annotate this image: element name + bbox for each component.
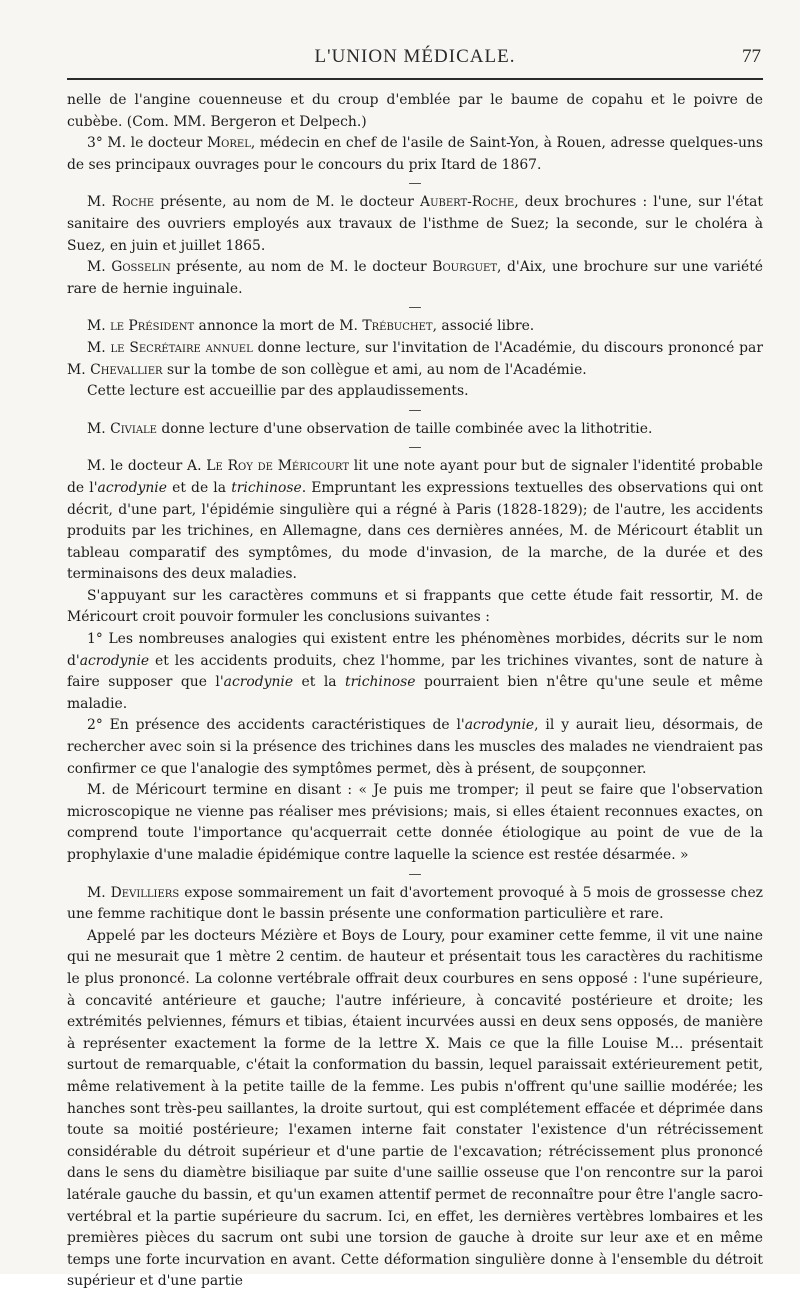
text-run: , d'Aix, une brochure sur une variété rare de hernie inguinale. bbox=[67, 259, 763, 297]
text-run: . Empruntant les expressions textuelles des observations qui ont décrit, d'une part, l'épidémie singulière qui a régné à Paris (1828-1829); de l'autre, les accidents produits par les trichines, en Allemagne, dans ces dernières années, M. de Méricourt établit un tableau comparatif des symptômes, du mode d'invasion, de la marche, de la durée et des terminaisons des deux maladies. bbox=[67, 479, 764, 583]
text-run: expose sommairement un fait d'avortement provoqué à 5 mois de grossesse chez une femme rachitique dont le bassin présente une conformation particulière et rare. bbox=[67, 884, 763, 923]
paragraph-15: Appelé par les docteurs Mézière et Boys de Loury, pour examiner cette femme, il vit une naine qui ne mesurait que 1 mètre 2 centim. de hauteur et présentait tous les caractères du rachitisme le plus prononcé. La colonne vertébrale offrait deux courbures en sens opposé : l'une supérieure, à concavité antérieure et gauche; l'autre inférieure, à concavité postérieure et droite; les extrémités pelviennes, fémurs et tibias, étaient incurvées aussi en deux sens opposés, de manière à représenter exactement la forme de la lettre X. Mais ce que la fille Louise M... présentait surtout de remarquable, c'était la conformation du bassin, lequel paraissait extérieurement petit, même relativement à la petite taille de la femme. Les pubis n'offrent qu'une saillie modérée; les hanches sont très-peu saillantes, la droite surtout, qui est complétement effacée et déprimée dans toute sa moitié postérieure; l'examen interne fait constater l'existence d'un rétrécissement considérable du détroit supérieur et d'une partie de l'excavation; rétrécissement plus prononcé dans le sens du diamètre bisiliaque par suite d'une saillie osseuse que l'on rencontre sur la paroi latérale gauche du bassin, et qu'un examen attentif permet de reconnaître pour être l'angle sacro-vertébral et la partie supérieure du sacrum. Ici, en effet, les dernières vertèbres lombaires et les premières pièces du sacrum ont subi une torsion de gauche à droite sur leur axe et en même temps une forte incurvation en avant. Cette déformation singulière donne à l'ensemble du détroit supérieur et d'une partie bbox=[67, 927, 763, 1290]
italic-term: trichinose bbox=[231, 479, 302, 496]
text-run: 3° M. le docteur bbox=[87, 135, 207, 152]
page-number: 77 bbox=[742, 46, 761, 67]
text-run: donne lecture, sur l'invitation de l'Académie, du discours prononcé par M. bbox=[67, 339, 763, 378]
text-run: annonce la mort de M. bbox=[194, 318, 363, 335]
section-separator: — bbox=[408, 402, 422, 418]
italic-term: acrodynie bbox=[97, 479, 167, 496]
paragraph-4 bbox=[67, 257, 763, 300]
text-run: , médecin en chef de l'asile de Saint-Yon, à Rouen, adresse quelques-uns de ses principaux ouvrages pour le concours du prix Itard de 1867. bbox=[67, 135, 763, 173]
text-run: et de la bbox=[166, 479, 232, 496]
person-name: Civiale bbox=[110, 420, 157, 437]
text-run: présente, au nom de M. le docteur bbox=[154, 194, 421, 211]
text-run: et la bbox=[293, 674, 346, 691]
text-run: 2° En présence des accidents caractéristiques de l' bbox=[87, 717, 465, 734]
text-run: M. bbox=[87, 339, 111, 356]
text-run: , deux brochures : l'une, sur l'état sanitaire des ouvriers employés aux travaux de l'isthme de Suez; la seconde, sur le choléra à Suez, en juin et juillet 1865. bbox=[67, 194, 764, 254]
paragraph-13: M. de Méricourt termine en disant : « Je puis me tromper; il peut se faire que l'observation microscopique ne vienne pas réaliser mes prévisions; mais, si elles étaient reconnues exactes, on comprend toute l'importance qu'acquerrait cette donnée étiologique au point de vue de la prophylaxie d'une maladie épidémique contre laquelle la science est restée désarmée. » bbox=[67, 782, 763, 863]
paragraph-2 bbox=[67, 133, 763, 176]
text-run: , associé libre. bbox=[432, 318, 535, 335]
text-run: pourraient bien n'être qu'une seule et même maladie. bbox=[67, 674, 763, 712]
person-name: Gosselin bbox=[111, 259, 171, 276]
text-run: lit une note ayant pour but de signaler l'identité probable de l' bbox=[67, 458, 763, 496]
italic-term: acrodynie bbox=[464, 717, 535, 734]
section-separator: — bbox=[408, 176, 422, 192]
text-run: 1° Les nombreuses analogies qui existent entre les phénomènes morbides, décrits sur le nom d' bbox=[67, 631, 763, 669]
paragraph-12 bbox=[67, 715, 763, 780]
text-run: M. bbox=[87, 884, 111, 901]
person-name: le Président bbox=[110, 318, 195, 335]
paragraph-10: S'appuyant sur les caractères communs et si frappants que cette étude fait ressortir, M. de Méricourt croit pouvoir formuler les conclusions suivantes : bbox=[67, 587, 763, 626]
person-name: Aubert-Roche bbox=[420, 194, 515, 211]
italic-term: trichinose bbox=[345, 674, 416, 691]
paragraph-8 bbox=[67, 419, 763, 441]
italic-term: acrodynie bbox=[223, 674, 294, 691]
page-header bbox=[67, 44, 763, 74]
paragraph-7: Cette lecture est accueillie par des applaudissements. bbox=[87, 383, 469, 400]
text-run: donne lecture d'une observation de taille combinée avec la lithotritie. bbox=[156, 420, 653, 437]
section-separator: — bbox=[408, 866, 422, 882]
text-run: M. bbox=[87, 420, 111, 437]
person-name: Bourguet bbox=[432, 259, 497, 276]
paragraph-5 bbox=[67, 316, 763, 338]
paragraph-1: nelle de l'angine couenneuse et du croup d'emblée par le baume de copahu et le poivre de cubèbe. (Com. MM. Bergeron et Delpech.) bbox=[67, 92, 763, 130]
paragraph-9 bbox=[67, 456, 763, 586]
person-name: Roche bbox=[111, 194, 155, 211]
section-separator: — bbox=[408, 440, 422, 456]
body-text bbox=[67, 90, 763, 1293]
text-run: présente, au nom de M. le docteur bbox=[170, 259, 433, 276]
person-name: Chevallier bbox=[90, 361, 163, 378]
paragraph-14 bbox=[67, 883, 763, 926]
paragraph-3 bbox=[67, 192, 763, 257]
person-name: Devilliers bbox=[110, 884, 180, 901]
text-run: et les accidents produits, chez l'homme, par les trichines vivantes, sont de nature à faire supposer que l' bbox=[67, 652, 763, 691]
text-run: sur la tombe de son collègue et ami, au nom de l'Académie. bbox=[162, 361, 587, 378]
person-name: le Secrétaire annuel bbox=[110, 339, 253, 356]
text-run: M. bbox=[87, 318, 111, 335]
text-run: M. bbox=[87, 194, 112, 211]
person-name: Morel bbox=[206, 135, 251, 152]
header-rule bbox=[67, 78, 763, 80]
text-run: M. le docteur A. bbox=[87, 458, 207, 475]
text-run: , il y aurait lieu, désormais, de rechercher avec soin si la présence des trichines dans les muscles des malades ne viendraient pas confirmer ce que l'analogie des symptômes permet, dès à présent, de soupçonner. bbox=[67, 717, 763, 777]
section-separator: — bbox=[408, 300, 422, 316]
italic-term: acrodynie bbox=[79, 652, 150, 669]
person-name: Trébuchet bbox=[362, 318, 433, 335]
paragraph-11 bbox=[67, 629, 763, 715]
paragraph-6 bbox=[67, 338, 763, 381]
running-title: L'UNION MÉDICALE. bbox=[314, 46, 516, 67]
person-name: Le Roy de Méricourt bbox=[206, 458, 350, 475]
text-run: M. bbox=[87, 259, 112, 276]
